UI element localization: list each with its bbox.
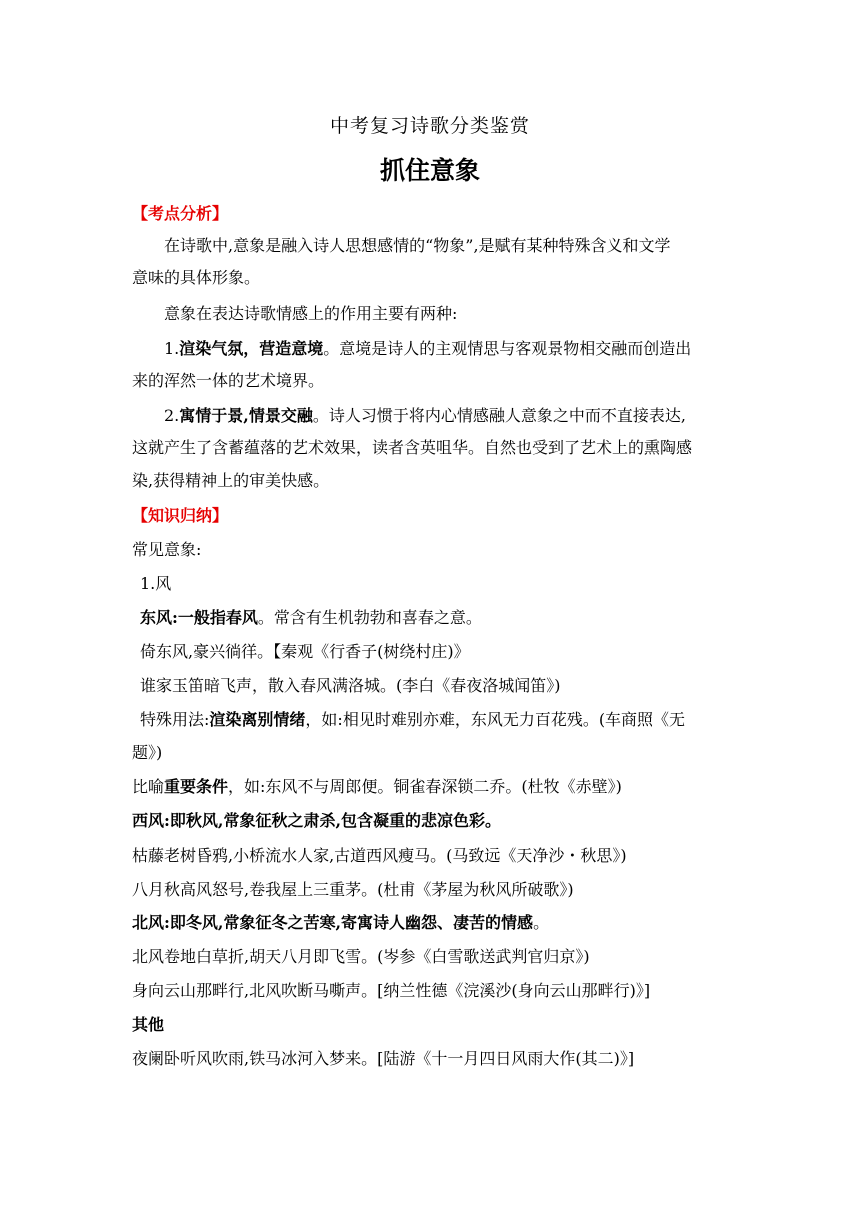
- paragraph-line: 在诗歌中,意象是融入诗人思想感情的“物象”,是赋有某种特殊含义和文学: [164, 236, 671, 255]
- paragraph-line: 其他: [132, 1015, 165, 1034]
- body-text: ，如:东风不与周郎便。铜雀春深锁二乔。(杜牧《赤壁》): [228, 777, 622, 796]
- paragraph-line: 倚东风,豪兴徜徉。【秦观《行香子(树绕村庄)》: [140, 642, 470, 661]
- section-heading-analysis: 【考点分析】: [132, 204, 229, 223]
- body-text: 。: [533, 913, 550, 932]
- paragraph-line: 夜阑卧听风吹雨,铁马冰河入梦来。[陆游《十一月四日风雨大作(其二)》]: [132, 1049, 635, 1068]
- paragraph-line: 北风卷地白草折,胡天八月即飞雪。(岑参《白雪歌送武判官归京》): [132, 947, 590, 966]
- paragraph-line: 西风:即秋风,常象征秋之肃杀,包含凝重的悲凉色彩。: [132, 811, 502, 830]
- paragraph-line: [164, 338, 691, 360]
- paragraph-line: 身向云山那畔行,北风吹断马嘶声。[纳兰性德《浣溪沙(身向云山那畔行)》]: [132, 981, 651, 1000]
- section-heading-knowledge: 【知识归纳】: [132, 506, 229, 525]
- list-number: 2.: [164, 406, 180, 425]
- document-title: 抓住意象: [379, 156, 480, 185]
- body-text: 。意境是诗人的主观情思与客观景物相交融而创造出: [323, 339, 692, 358]
- body-text: ，如:相见时难别亦难，东风无力百花残。(车商照《无: [305, 710, 686, 729]
- emphasis-text: 渲染气氛，营造意境: [179, 339, 324, 358]
- emphasis-text: 重要条件: [164, 777, 229, 796]
- paragraph-line: [140, 709, 685, 731]
- paragraph-line: [132, 912, 549, 934]
- paragraph-line: 染,获得精神上的审美快感。: [132, 471, 330, 490]
- paragraph-line: 来的浑然一体的艺术境界。: [132, 371, 325, 390]
- paragraph-line: 这就产生了含蓄蕴落的艺术效果，读者含英咀华。自然也受到了艺术上的熏陶感: [132, 438, 693, 457]
- paragraph-line: 题》): [132, 743, 163, 762]
- paragraph-line: [132, 776, 622, 798]
- emphasis-text: 寓情于景,情景交融: [179, 406, 313, 425]
- body-text: 特殊用法:: [140, 710, 210, 729]
- list-number: 1.: [164, 339, 180, 358]
- paragraph-line: 八月秋高风怒号,卷我屋上三重茅。(杜甫《茅屋为秋风所破歌》): [132, 880, 574, 899]
- paragraph-line: 意味的具体形象。: [132, 268, 261, 287]
- paragraph-line: 意象在表达诗歌情感上的作用主要有两种:: [164, 304, 458, 323]
- body-text: 。常含有生机勃勃和喜春之意。: [257, 608, 482, 627]
- paragraph-line: [140, 607, 482, 629]
- paragraph-line: 1.风: [140, 574, 172, 593]
- document-subtitle: 中考复习诗歌分类鉴赏: [329, 115, 530, 137]
- paragraph-line: [164, 405, 686, 427]
- paragraph-line: 常见意象:: [132, 540, 202, 559]
- body-text: 比喻: [132, 777, 165, 796]
- emphasis-text: 北风:即冬风,常象征冬之苦寒,寄寓诗人幽怨、凄苦的情感: [132, 913, 534, 932]
- paragraph-line: 谁家玉笛暗飞声，散入春风满洛城。(李白《春夜洛城闻笛》): [140, 676, 561, 695]
- paragraph-line: 枯藤老树昏鸦,小桥流水人家,古道西风瘦马。(马致远《天净沙・秋思》): [132, 846, 627, 865]
- emphasis-text: 渲染离别情绪: [209, 710, 306, 729]
- emphasis-text: 东风:一般指春风: [140, 608, 258, 627]
- body-text: 。诗人习惯于将内心情感融人意象之中而不直接表达,: [312, 406, 686, 425]
